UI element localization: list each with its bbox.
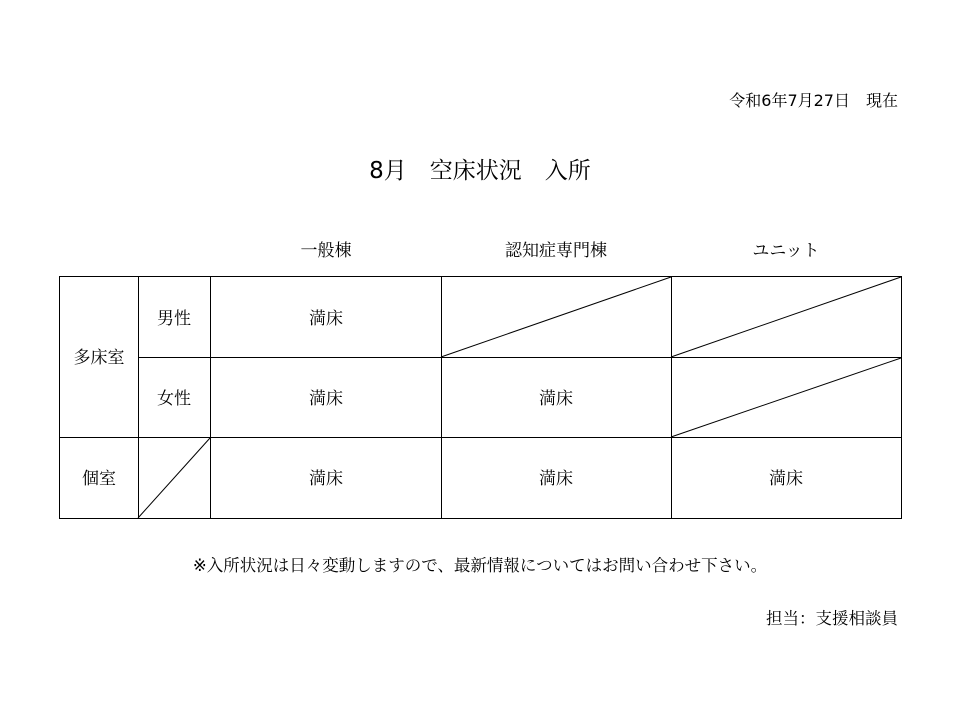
staff-contact: 担当：支援相談員 xyxy=(766,609,898,628)
na-diagonal-private-sub xyxy=(138,438,210,518)
row-label-male: 男性 xyxy=(157,309,191,329)
row-label-female: 女性 xyxy=(157,389,191,409)
cell-multi-female-dementia: 満床 xyxy=(539,389,573,409)
na-diagonal-unit-male xyxy=(671,277,901,357)
page-title: 8月 空床状況 入所 xyxy=(369,158,591,184)
column-header-dementia: 認知症専門棟 xyxy=(505,241,607,261)
cell-private-unit: 満床 xyxy=(769,469,803,489)
cell-multi-female-general: 満床 xyxy=(309,389,343,409)
group-label-private: 個室 xyxy=(82,469,116,489)
na-diagonal-unit-female xyxy=(671,358,901,437)
cell-private-general: 満床 xyxy=(309,469,343,489)
date-stamp: 令和6年7月27日 現在 xyxy=(729,91,898,110)
notice-text: ※入所状況は日々変動しますので、最新情報についてはお問い合わせ下さい。 xyxy=(192,556,768,575)
column-header-unit: ユニット xyxy=(752,241,820,261)
column-header-general: 一般棟 xyxy=(300,241,352,261)
cell-private-dementia: 満床 xyxy=(539,469,573,489)
cell-multi-male-general: 満床 xyxy=(309,309,343,329)
group-label-multi: 多床室 xyxy=(73,348,125,368)
na-diagonal-dementia-male xyxy=(441,277,671,357)
